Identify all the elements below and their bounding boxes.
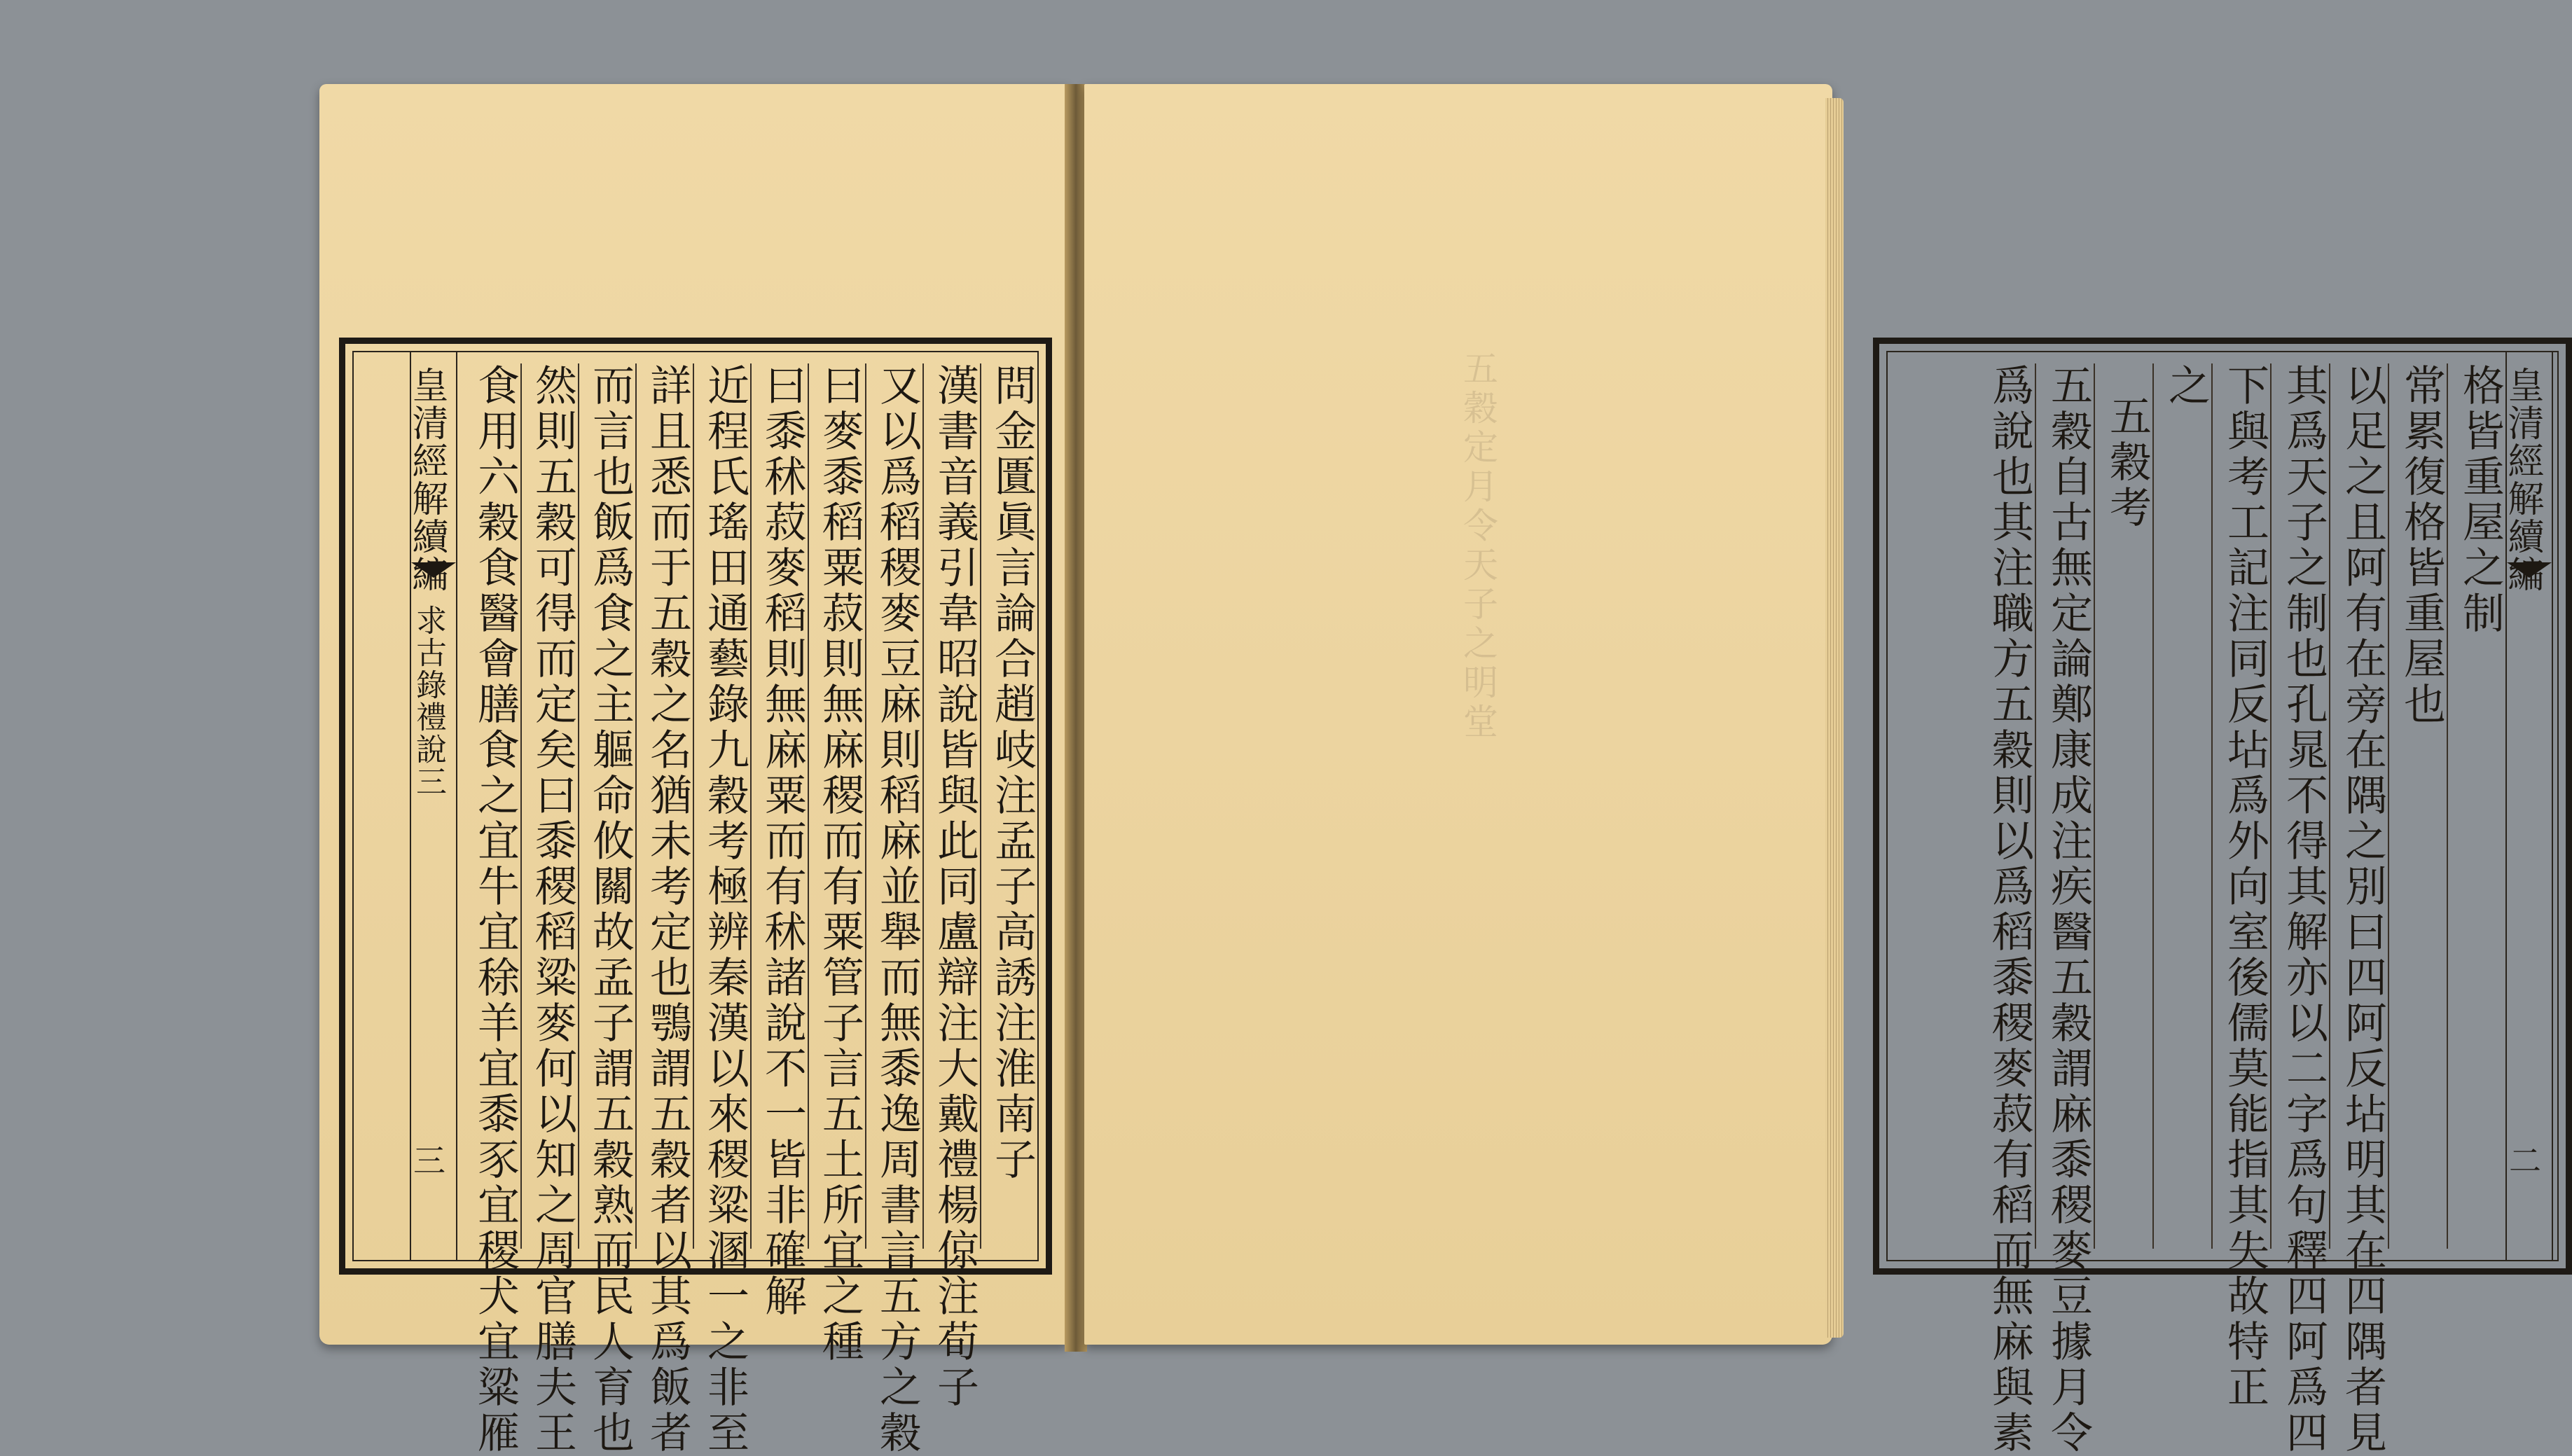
text-column: 然則五穀可得而定矣曰黍稷稻粱麥何以知之周官膳夫王 [528, 363, 577, 1456]
block-ear [406, 352, 457, 1260]
folio-number: 三 [408, 1144, 446, 1176]
text-column: 詳且悉而于五穀之名猶未考定也鶚謂五穀者以其爲飯者 [643, 363, 692, 1456]
column-rule [2211, 363, 2213, 1249]
section-title: 求古錄禮說三 [410, 604, 446, 798]
column-rule [865, 363, 866, 1249]
column-rule [2035, 363, 2036, 1249]
column-rule [2447, 363, 2448, 1249]
text-column: 五穀自古無定論鄭康成注疾醫五穀謂麻黍稷麥豆據月令 [2044, 363, 2093, 1456]
column-rule [2270, 363, 2272, 1249]
text-column: 又以爲稻稷麥豆麻則稻麻並舉而無黍逸周書言五方之穀 [873, 363, 922, 1456]
block-ear [2501, 352, 2553, 1260]
column-rule [2329, 363, 2330, 1249]
fish-tail-mark [411, 562, 456, 578]
open-book [319, 84, 2543, 1456]
text-column: 爲說也其注職方五穀則以爲稻黍稷麥菽有稻而無麻與素 [1985, 363, 2034, 1456]
book-title: 皇清經解續編 [2501, 366, 2543, 593]
text-column: 漢書音義引韋昭說皆與此同盧辯注大戴禮楊倞注荀子 [930, 363, 979, 1410]
text-column: 其爲天子之制也孔晁不得其解亦以二字爲句釋四阿爲四 [2279, 363, 2328, 1456]
column-rule [922, 363, 924, 1249]
book-title: 皇清經解續編 [406, 366, 448, 593]
right-page [1084, 84, 2543, 1456]
text-column: 近程氏瑤田通藝錄九穀考極辨秦漢以來稷粱溷一之非至 [700, 363, 749, 1456]
fish-tail-mark [2507, 562, 2552, 578]
column-rule [980, 363, 981, 1249]
section-heading: 五穀考 [2103, 394, 2152, 531]
left-inner-border [352, 351, 1039, 1456]
text-column: 格皆重屋之制 [2456, 363, 2505, 637]
right-text-frame [1873, 338, 2572, 1456]
text-column: 常累復格皆重屋也 [2397, 363, 2446, 728]
text-column: 而言也飯爲食之主軀命攸關故孟子謂五穀熟而民人育也 [586, 363, 635, 1456]
column-rule [635, 363, 637, 1249]
column-rule [520, 363, 522, 1249]
column-rule [2152, 363, 2154, 1249]
text-column: 食用六穀食醫會膳食之宜牛宜稌羊宜黍豕宜稷犬宜粱雁 [471, 363, 520, 1456]
column-rule [808, 363, 809, 1249]
page-edges [1825, 98, 1844, 1338]
column-rule [693, 363, 694, 1249]
text-column: 之 [2162, 363, 2211, 409]
text-column: 問金匱眞言論合趙岐注孟子高誘注淮南子 [988, 363, 1037, 1183]
text-column: 以足之且阿有在旁在隅之別曰四阿反坫明其在四隅者見 [2338, 363, 2387, 1456]
text-column: 曰黍秫菽麥稻則無麻粟而有秫諸說不一皆非確解 [758, 363, 807, 1319]
folio-number: 二 [2504, 1144, 2542, 1176]
column-rule [578, 363, 579, 1249]
text-column: 曰麥黍稻粟菽則無麻稷而有粟管子言五土所宜之種 [815, 363, 864, 1365]
text-column: 下與考工記注同反坫爲外向室後儒莫能指其失故特正 [2220, 363, 2269, 1410]
left-page [319, 84, 1067, 1456]
right-inner-border [1886, 351, 2559, 1456]
column-rule [2388, 363, 2389, 1249]
show-through-text: 五穀定月令天子之明堂 [1458, 350, 1498, 742]
column-rule [2094, 363, 2095, 1249]
left-text-frame [339, 338, 1052, 1456]
column-rule [750, 363, 752, 1249]
